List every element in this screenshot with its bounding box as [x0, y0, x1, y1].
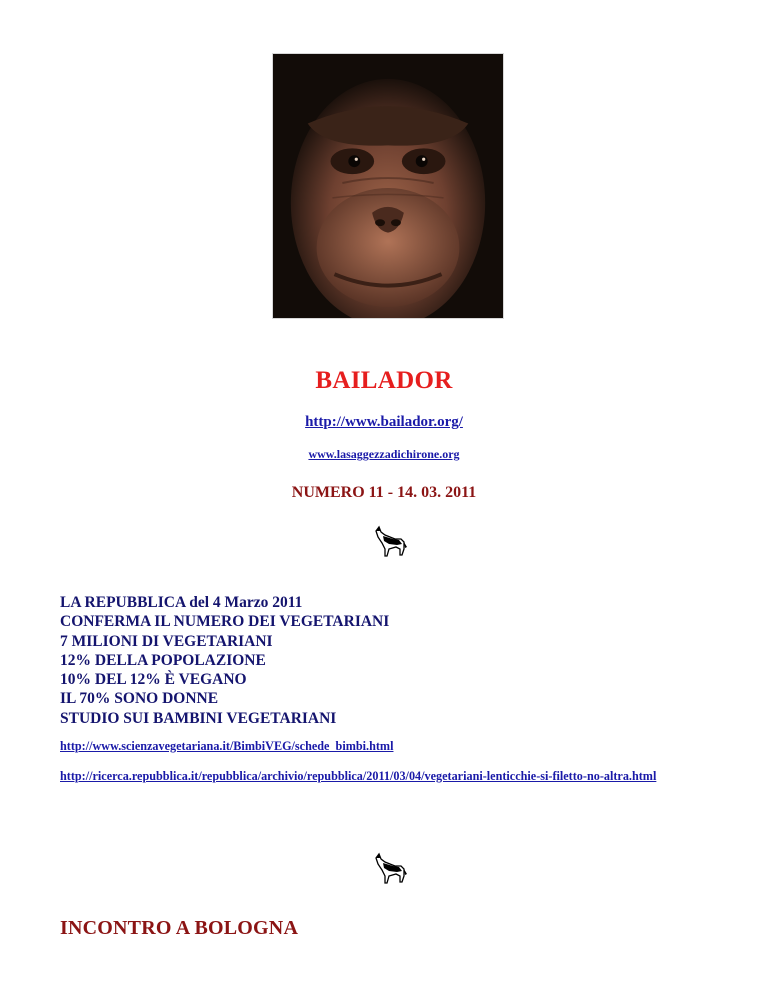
headline-item: LA REPUBBLICA del 4 Marzo 2011 — [60, 594, 303, 611]
issue-number: NUMERO 11 - 14. 03. 2011 — [291, 484, 477, 501]
scienzavegetariana-link[interactable]: http://www.scienzavegetariana.it/BimbiVEG/schede_bimbi.html — [60, 739, 394, 753]
dog-icon — [373, 852, 409, 886]
headline-item: 7 MILIONI DI VEGETARIANI — [60, 632, 273, 650]
headline-item: IL 70% SONO DONNE — [60, 690, 219, 708]
headline-item: CONFERMA IL NUMERO DEI VEGETARIANI — [60, 613, 390, 631]
headline-item: 12% DELLA POPOLAZIONE — [60, 651, 266, 669]
headline-item: 10% DEL 12% È VEGANO — [60, 671, 247, 689]
headline-list — [60, 593, 389, 728]
lasaggezzadichirone-link[interactable]: www.lasaggezzadichirone.org — [308, 447, 460, 461]
repubblica-archive-link[interactable]: http://ricerca.repubblica.it/repubblica/archivio/repubblica/2011/03/04/vegetariani-lenticchie-si-filetto-no-altra.html — [60, 769, 657, 783]
link-paragraph — [60, 768, 740, 784]
site-link-row — [0, 414, 768, 431]
chimpanzee-photo — [272, 53, 504, 319]
bailador-link[interactable]: http://www.bailador.org/ — [305, 414, 463, 430]
secondary-link-row — [0, 447, 768, 462]
dog-icon — [373, 525, 409, 559]
link-paragraph — [60, 738, 740, 754]
section-title: INCONTRO A BOLOGNA — [60, 917, 299, 939]
headline-item: STUDIO SUI BAMBINI VEGETARIANI — [60, 709, 337, 727]
site-title: BAILADOR — [315, 367, 453, 394]
reference-links — [60, 738, 740, 798]
